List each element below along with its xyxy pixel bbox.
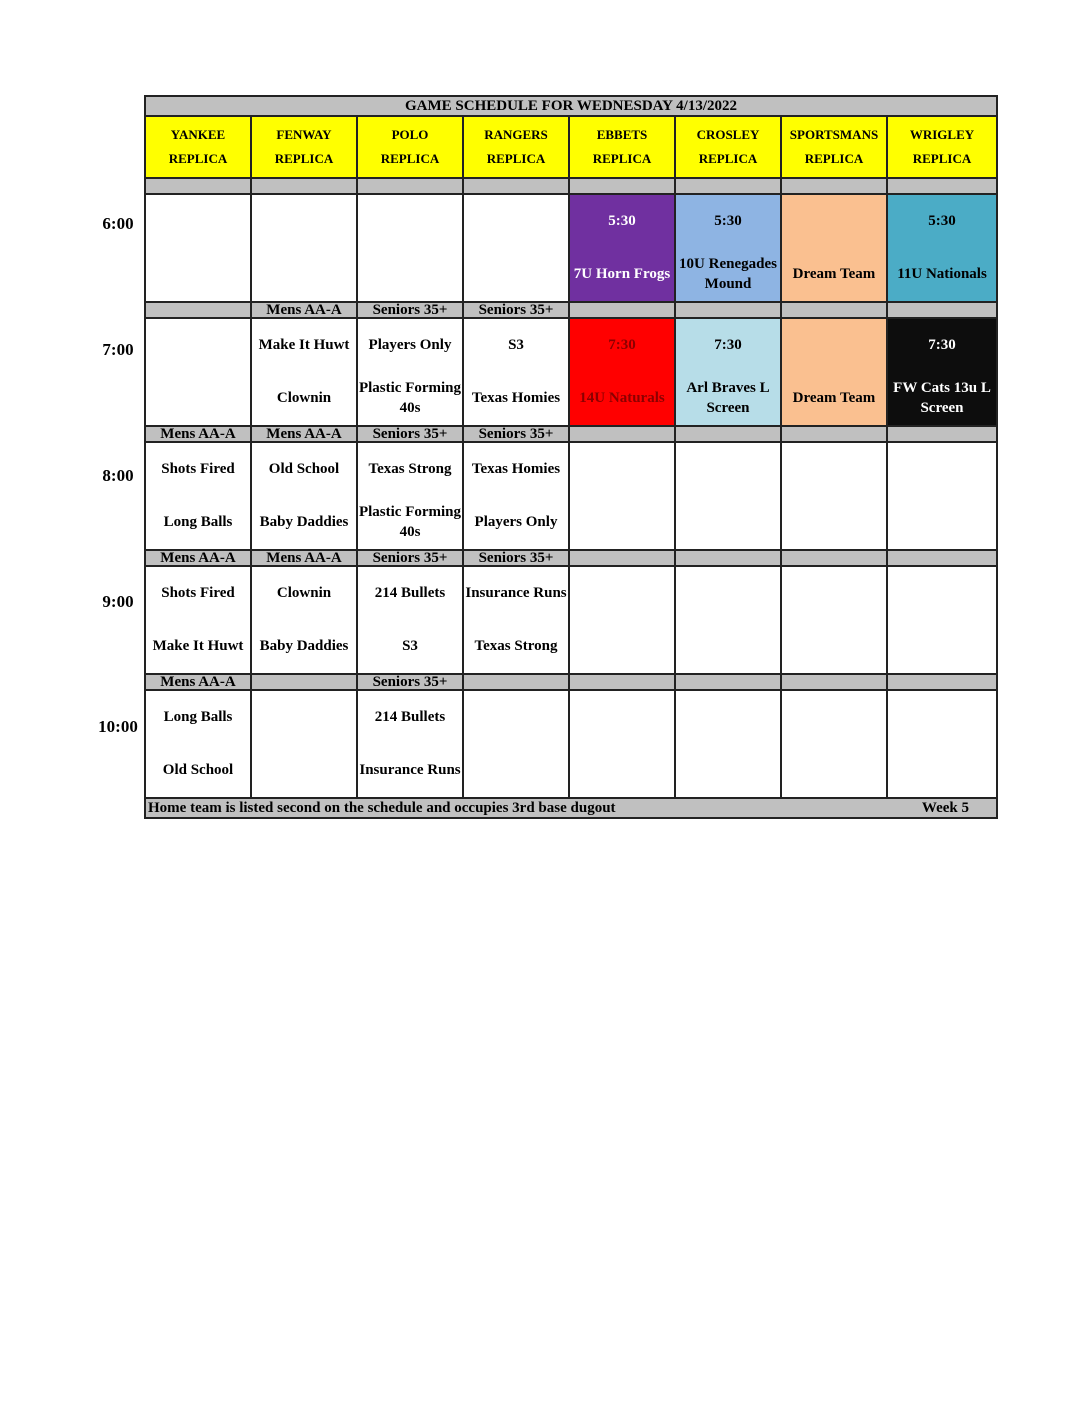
- game-bottom-text: [676, 495, 780, 549]
- game-top-text: [570, 567, 674, 619]
- game-cell: [463, 442, 569, 550]
- game-cell: [887, 442, 997, 550]
- game-cell: [675, 690, 781, 798]
- division-label: [569, 426, 675, 442]
- game-bottom-text: [570, 619, 674, 673]
- game-bottom-text: [146, 247, 250, 301]
- division-label: [675, 178, 781, 194]
- game-cell: [887, 194, 997, 302]
- division-label: [251, 674, 357, 690]
- field-name: EBBETS: [596, 127, 648, 142]
- division-label: Seniors 35+: [463, 550, 569, 566]
- field-subtitle: REPLICA: [592, 151, 652, 166]
- time-slot-row: [145, 442, 997, 550]
- game-top-text: [782, 567, 886, 619]
- game-cell: [887, 690, 997, 798]
- game-bottom-text: Dream Team: [792, 266, 876, 282]
- game-bottom-text: Baby Daddies: [259, 514, 349, 530]
- field-header-crosley: [675, 116, 781, 178]
- game-cell: [569, 690, 675, 798]
- division-label: [145, 302, 251, 318]
- time-slot-row: [145, 194, 997, 302]
- time-slot-row: [145, 566, 997, 674]
- field-subtitle: REPLICA: [804, 151, 864, 166]
- game-top-text: [676, 691, 780, 743]
- game-top-text: [676, 567, 780, 619]
- game-cell: [145, 566, 251, 674]
- game-bottom-text: Clownin: [276, 390, 332, 406]
- game-cell: [463, 690, 569, 798]
- game-cell: [463, 566, 569, 674]
- game-bottom-text: Texas Strong: [474, 638, 558, 654]
- division-label: [887, 426, 997, 442]
- game-cell: [251, 194, 357, 302]
- time-label-9: 9:00: [102, 592, 134, 611]
- game-bottom-text: Texas Homies: [471, 390, 561, 406]
- field-header-rangers: [463, 116, 569, 178]
- game-bottom-text: Dream Team: [792, 390, 876, 406]
- game-top-text: [146, 195, 250, 247]
- field-subtitle: REPLICA: [698, 151, 758, 166]
- game-cell: [781, 442, 887, 550]
- game-bottom-text: Baby Daddies: [259, 638, 349, 654]
- division-label: Mens AA-A: [251, 550, 357, 566]
- game-bottom-text: Insurance Runs: [359, 762, 461, 778]
- field-header-polo: [357, 116, 463, 178]
- game-cell: [569, 566, 675, 674]
- game-cell: [145, 318, 251, 426]
- time-label-10: 10:00: [98, 717, 138, 736]
- division-row: [145, 302, 997, 318]
- division-row: [145, 426, 997, 442]
- game-bottom-text: 11U Nationals: [897, 266, 987, 282]
- field-subtitle: REPLICA: [486, 151, 546, 166]
- game-top-text: 7:30: [714, 336, 742, 353]
- game-bottom-text: [464, 743, 568, 797]
- division-label: [781, 674, 887, 690]
- division-label: [675, 550, 781, 566]
- field-name: POLO: [391, 127, 429, 142]
- field-name: RANGERS: [484, 127, 548, 142]
- division-label: [357, 178, 463, 194]
- schedule-table: [144, 95, 998, 819]
- game-top-text: S3: [508, 336, 524, 353]
- time-slot-row: [145, 690, 997, 798]
- game-cell: [887, 566, 997, 674]
- division-label: [463, 178, 569, 194]
- division-label: [887, 674, 997, 690]
- field-header-wrigley: [887, 116, 997, 178]
- game-cell: [357, 442, 463, 550]
- game-cell: [357, 318, 463, 426]
- game-cell: [251, 566, 357, 674]
- division-label: [569, 674, 675, 690]
- schedule-footer: [145, 798, 997, 818]
- game-top-text: [782, 195, 886, 247]
- game-bottom-text: Make It Huwt: [152, 638, 244, 654]
- division-label: Seniors 35+: [463, 426, 569, 442]
- game-cell: [251, 690, 357, 798]
- game-cell: [781, 318, 887, 426]
- schedule-title: GAME SCHEDULE FOR WEDNESDAY 4/13/2022: [145, 96, 997, 116]
- game-cell: [145, 194, 251, 302]
- game-cell: [145, 442, 251, 550]
- division-label: [145, 178, 251, 194]
- game-cell: [463, 194, 569, 302]
- game-top-text: 7:30: [928, 336, 956, 353]
- game-cell: [781, 194, 887, 302]
- game-bottom-text: Plastic Forming 40s: [358, 504, 462, 540]
- game-bottom-text: Players Only: [474, 514, 558, 530]
- game-top-text: [676, 443, 780, 495]
- game-top-text: [146, 319, 250, 371]
- game-bottom-text: [252, 247, 356, 301]
- field-header-ebbets: [569, 116, 675, 178]
- field-name: CROSLEY: [696, 127, 760, 142]
- division-row: [145, 550, 997, 566]
- division-label: Seniors 35+: [357, 302, 463, 318]
- division-label: Mens AA-A: [251, 302, 357, 318]
- game-top-text: [888, 443, 996, 495]
- game-bottom-text: S3: [402, 638, 418, 654]
- game-top-text: [782, 319, 886, 371]
- game-top-text: Texas Strong: [368, 460, 452, 477]
- field-subtitle: REPLICA: [168, 151, 228, 166]
- footer-note: Home team is listed second on the schedule and occupies 3rd base dugout: [148, 800, 616, 816]
- division-row: [145, 674, 997, 690]
- field-subtitle: REPLICA: [912, 151, 972, 166]
- game-bottom-text: Long Balls: [163, 514, 233, 530]
- division-label: [569, 550, 675, 566]
- field-subtitle: REPLICA: [380, 151, 440, 166]
- game-top-text: Old School: [268, 460, 340, 477]
- game-bottom-text: 10U Renegades Mound: [679, 256, 777, 292]
- field-name: FENWAY: [276, 127, 332, 142]
- division-label: [675, 302, 781, 318]
- game-top-text: Texas Homies: [471, 460, 561, 477]
- division-label: [251, 178, 357, 194]
- division-label: [781, 550, 887, 566]
- game-top-text: [570, 443, 674, 495]
- game-cell: [145, 690, 251, 798]
- game-top-text: Make It Huwt: [258, 336, 350, 353]
- game-top-text: Clownin: [276, 584, 332, 601]
- game-bottom-text: [782, 495, 886, 549]
- game-top-text: 7:30: [608, 336, 636, 353]
- division-label: Mens AA-A: [145, 550, 251, 566]
- division-label: Mens AA-A: [251, 426, 357, 442]
- game-top-text: [252, 195, 356, 247]
- division-label: [569, 178, 675, 194]
- game-cell: [463, 318, 569, 426]
- game-bottom-text: [676, 743, 780, 797]
- week-label: Week 5: [921, 800, 969, 816]
- game-bottom-text: [464, 247, 568, 301]
- game-bottom-text: [888, 495, 996, 549]
- field-name: YANKEE: [170, 127, 226, 142]
- division-label: [675, 426, 781, 442]
- game-bottom-text: [888, 743, 996, 797]
- game-top-text: [358, 195, 462, 247]
- division-label: Mens AA-A: [145, 426, 251, 442]
- game-cell: [675, 194, 781, 302]
- game-bottom-text: [570, 495, 674, 549]
- division-label: Seniors 35+: [463, 302, 569, 318]
- game-bottom-text: Plastic Forming 40s: [358, 380, 462, 416]
- game-top-text: [888, 691, 996, 743]
- division-row: [145, 178, 997, 194]
- division-label: Seniors 35+: [357, 550, 463, 566]
- game-cell: [781, 690, 887, 798]
- game-bottom-text: [570, 743, 674, 797]
- division-label: Seniors 35+: [357, 674, 463, 690]
- game-cell: [781, 566, 887, 674]
- division-label: Mens AA-A: [145, 674, 251, 690]
- game-top-text: [782, 691, 886, 743]
- division-label: [781, 302, 887, 318]
- game-bottom-text: FW Cats 13u L Screen: [893, 380, 991, 416]
- game-bottom-text: [888, 619, 996, 673]
- game-cell: [569, 442, 675, 550]
- game-top-text: 5:30: [608, 212, 636, 229]
- game-top-text: [464, 195, 568, 247]
- time-slot-row: [145, 318, 997, 426]
- game-cell: [357, 566, 463, 674]
- game-bottom-text: 7U Horn Frogs: [573, 266, 671, 282]
- game-cell: [569, 194, 675, 302]
- game-bottom-text: [676, 619, 780, 673]
- game-top-text: 5:30: [928, 212, 956, 229]
- field-header-sportsmans: [781, 116, 887, 178]
- game-top-text: [464, 691, 568, 743]
- game-top-text: Shots Fired: [161, 584, 235, 601]
- game-cell: [675, 442, 781, 550]
- game-bottom-text: Old School: [162, 762, 234, 778]
- division-label: [887, 302, 997, 318]
- time-label-8: 8:00: [102, 466, 134, 485]
- division-label: [887, 550, 997, 566]
- game-bottom-text: [252, 743, 356, 797]
- game-bottom-text: [146, 371, 250, 425]
- game-top-text: [570, 691, 674, 743]
- game-top-text: [252, 691, 356, 743]
- division-label: [781, 178, 887, 194]
- game-bottom-text: Arl Braves L Screen: [686, 380, 770, 416]
- game-cell: [251, 318, 357, 426]
- game-cell: [675, 318, 781, 426]
- game-bottom-text: 14U Naturals: [579, 390, 665, 406]
- game-cell: [357, 690, 463, 798]
- game-top-text: 214 Bullets: [374, 584, 446, 601]
- game-cell: [569, 318, 675, 426]
- division-label: [887, 178, 997, 194]
- game-bottom-text: [782, 743, 886, 797]
- field-name: WRIGLEY: [909, 127, 975, 142]
- game-top-text: 214 Bullets: [374, 708, 446, 725]
- field-header-yankee: [145, 116, 251, 178]
- game-cell: [887, 318, 997, 426]
- field-header-fenway: [251, 116, 357, 178]
- game-top-text: Insurance Runs: [465, 584, 567, 601]
- division-label: [569, 302, 675, 318]
- game-top-text: Long Balls: [163, 708, 233, 725]
- game-top-text: [782, 443, 886, 495]
- game-top-text: Shots Fired: [161, 460, 235, 477]
- game-cell: [357, 194, 463, 302]
- game-cell: [251, 442, 357, 550]
- division-label: [463, 674, 569, 690]
- time-label-6: 6:00: [102, 214, 134, 233]
- field-name: SPORTSMANS: [789, 127, 879, 142]
- division-label: [675, 674, 781, 690]
- game-top-text: [888, 567, 996, 619]
- field-subtitle: REPLICA: [274, 151, 334, 166]
- division-label: [781, 426, 887, 442]
- game-top-text: 5:30: [714, 212, 742, 229]
- time-label-7: 7:00: [102, 340, 134, 359]
- game-cell: [675, 566, 781, 674]
- division-label: Seniors 35+: [357, 426, 463, 442]
- game-bottom-text: [358, 247, 462, 301]
- game-bottom-text: [782, 619, 886, 673]
- game-top-text: Players Only: [368, 336, 452, 353]
